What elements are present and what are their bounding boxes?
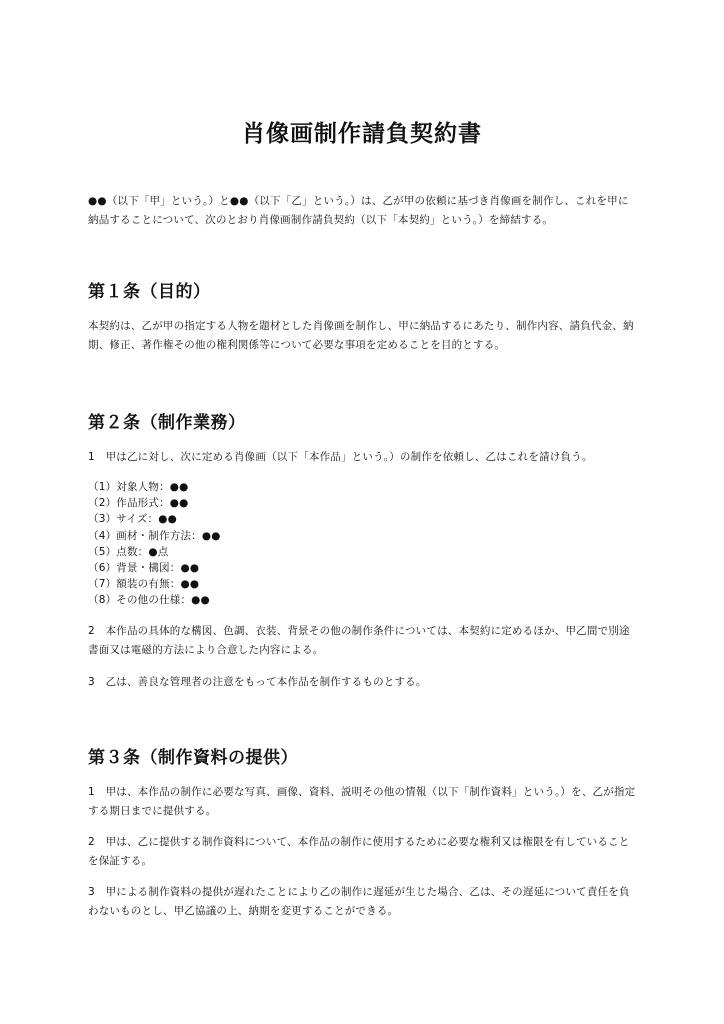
article-1-heading: 第１条（目的） bbox=[88, 282, 211, 302]
article-3-heading: 第３条（制作資料の提供） bbox=[88, 747, 298, 768]
article-3-paragraph-3: 3 甲による制作資料の提供が遅れたことにより乙の制作に遅延が生じた場合、乙は、その遅延について責任を負わないものとし、甲乙協議の上、納期を変更することができる。 bbox=[88, 885, 630, 917]
article-2-item-list bbox=[88, 479, 636, 609]
article-1-text: 本契約は、乙が甲の指定する人物を題材とした肖像画を制作し、甲に納品するにあたり、制作内容、請負代金、納期、修正、著作権その他の権利関係等について必要な事項を定めることを目的とする。 bbox=[88, 320, 634, 351]
article-3-paragraph-1: 1 甲は、本作品の制作に必要な写真、画像、資料、説明その他の情報（以下「制作資料」という。）を、乙が指定する期日までに提供する。 bbox=[88, 785, 636, 817]
list-item: （5）点数：●点 bbox=[88, 545, 169, 558]
list-item: （2）作品形式：●● bbox=[88, 497, 189, 510]
article-3-paragraph-2: 2 甲は、乙に提供する制作資料について、本作品の制作に使用するために必要な権利又は権限を有していることを保証する。 bbox=[88, 835, 630, 867]
preamble-paragraph: ●●（以下「甲」という。）と●●（以下「乙」という。）は、乙が甲の依頼に基づき肖像画を制作し、これを甲に納品することについて、次のとおり肖像画制作請負契約（以下「本契約」という。）を締結する。 bbox=[88, 195, 629, 226]
list-item: （4）画材・制作方法：●● bbox=[88, 529, 221, 542]
article-2-paragraph-1: 1 甲は乙に対し、次に定める肖像画（以下「本作品」という。）の制作を依頼し、乙はこれを請け負う。 bbox=[88, 451, 593, 463]
list-item: （6）背景・構図：●● bbox=[88, 562, 200, 575]
list-item: （7）額装の有無：●● bbox=[88, 578, 200, 591]
article-2-paragraph-2: 2 本作品の具体的な構図、色調、衣装、背景その他の制作条件については、本契約に定めるほか、甲乙間で別途書面又は電磁的方法により合意した内容による。 bbox=[88, 624, 630, 656]
article-2-heading: 第２条（制作業務） bbox=[88, 413, 246, 433]
list-item: （3）サイズ：●● bbox=[88, 513, 177, 526]
article-2-paragraph-3: 3 乙は、善良な管理者の注意をもって本作品を制作するものとする。 bbox=[88, 675, 427, 688]
document-title: 肖像画制作請負契約書 bbox=[242, 121, 482, 147]
list-item: （8）その他の仕様：●● bbox=[88, 594, 210, 607]
list-item: （1）対象人物：●● bbox=[88, 481, 189, 493]
